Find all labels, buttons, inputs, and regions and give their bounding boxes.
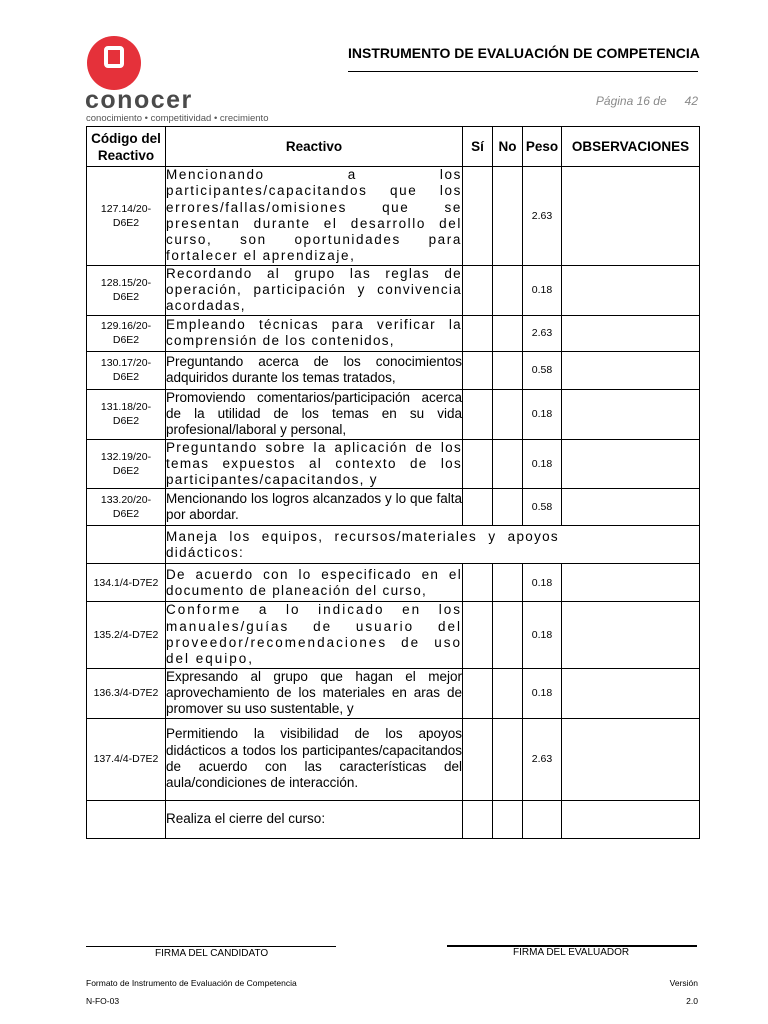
row-peso: 2.63 [523,167,562,266]
candidate-signature-label: FIRMA DEL CANDIDATO [155,948,269,959]
no-cell[interactable] [493,389,523,439]
table-row [87,489,700,526]
no-cell[interactable] [493,265,523,315]
section-code-cell [87,800,166,838]
si-cell[interactable] [463,564,493,602]
table-row [87,564,700,602]
header-reactivo: Reactivo [166,127,463,167]
header-no: No [493,127,523,167]
si-cell[interactable] [463,718,493,800]
si-cell[interactable] [463,389,493,439]
row-peso: 2.63 [523,718,562,800]
table-row [87,718,700,800]
observaciones-cell[interactable] [562,439,700,489]
row-code: 132.19/20-D6E2 [87,439,166,489]
document-title: INSTRUMENTO DE EVALUACIÓN DE COMPETENCIA [348,45,698,72]
no-cell[interactable] [493,489,523,526]
row-reactivo: Permitiendo la visibilidad de los apoyos didácticos a todos los participantes/capacitandos de acuerdo con las características del aula/condiciones de interacción. [166,718,463,800]
no-cell[interactable] [493,351,523,389]
footer-version: 2.0 [686,996,698,1006]
table-row [87,315,700,351]
logo-tagline: conocimiento • competitividad • crecimiento [86,113,269,124]
no-cell[interactable] [493,315,523,351]
row-peso: 0.18 [523,265,562,315]
header-observaciones: OBSERVACIONES [562,127,700,167]
observaciones-cell[interactable] [562,602,700,668]
row-code: 137.4/4-D7E2 [87,718,166,800]
si-cell[interactable] [463,351,493,389]
candidate-signature-line[interactable] [86,946,336,947]
row-code: 130.17/20-D6E2 [87,351,166,389]
si-cell[interactable] [463,315,493,351]
no-cell[interactable] [493,668,523,718]
observaciones-cell[interactable] [562,315,700,351]
row-peso: 0.18 [523,389,562,439]
row-reactivo: Preguntando acerca de los conocimientos adquiridos durante los temas tratados, [166,351,463,389]
section-row [87,800,700,838]
section-code-cell [87,526,166,564]
footer-format-name: Formato de Instrumento de Evaluación de Competencia [86,978,297,988]
row-peso: 0.18 [523,564,562,602]
table-row [87,265,700,315]
row-peso: 0.18 [523,668,562,718]
footer-code: N-FO-03 [86,996,120,1006]
observaciones-cell[interactable] [562,668,700,718]
logo-wordmark: conocer [85,86,193,114]
table-header-row [87,127,700,167]
logo-mark-icon [87,36,141,90]
section-heading: Realiza el cierre del curso: [166,800,463,838]
si-cell[interactable] [463,265,493,315]
conocer-logo [84,36,299,126]
observaciones-cell[interactable] [562,265,700,315]
row-code: 131.18/20-D6E2 [87,389,166,439]
row-code: 134.1/4-D7E2 [87,564,166,602]
section-row [87,526,700,564]
row-reactivo: Recordando al grupo las reglas de operación, participación y convivencia acordadas, [166,265,462,314]
table-row [87,351,700,389]
row-reactivo: Expresando al grupo que hagan el mejor aprovechamiento de los materiales en aras de promover su uso sustentable, y [166,668,462,717]
row-reactivo: De acuerdo con lo especificado en el documento de planeación del curso, [166,564,463,602]
header-code: Código del Reactivo [87,127,166,167]
row-peso: 0.58 [523,351,562,389]
page-indicator [596,94,698,108]
row-reactivo: Mencionando a los participantes/capacitandos que los errores/fallas/omisiones que se presentan durante el desarrollo del curso, son oportunidades para fortalecer el aprendizaje, [166,167,462,264]
si-cell[interactable] [463,489,493,526]
observaciones-cell[interactable] [562,489,700,526]
si-cell[interactable] [463,668,493,718]
observaciones-cell[interactable] [562,800,700,838]
row-peso: 0.58 [523,489,562,526]
row-reactivo: Preguntando sobre la aplicación de los temas expuestos al contexto de los participantes/capacitandos, y [166,439,462,488]
si-cell[interactable] [463,439,493,489]
evaluator-signature-label: FIRMA DEL EVALUADOR [513,947,630,958]
row-reactivo: Conforme a lo indicado en los manuales/guías de usuario del proveedor/recomendaciones de uso del equipo, [166,602,462,667]
observaciones-cell[interactable] [562,351,700,389]
evaluation-table [86,126,700,839]
footer-version-label: Versión [669,978,698,988]
no-cell[interactable] [493,439,523,489]
row-peso: 2.63 [523,315,562,351]
peso-cell [523,800,562,838]
table-row [87,389,700,439]
no-cell[interactable] [493,564,523,602]
row-peso: 0.18 [523,602,562,668]
section-heading: Maneja los equipos, recursos/materiales y apoyos didácticos: [166,526,700,564]
no-cell[interactable] [493,167,523,266]
table-row [87,167,700,266]
table-row [87,668,700,718]
no-cell[interactable] [493,718,523,800]
si-cell[interactable] [463,800,493,838]
observaciones-cell[interactable] [562,389,700,439]
row-code: 136.3/4-D7E2 [87,668,166,718]
table-row [87,439,700,489]
observaciones-cell[interactable] [562,167,700,266]
row-code: 129.16/20-D6E2 [87,315,166,351]
si-cell[interactable] [463,167,493,266]
row-code: 127.14/20-D6E2 [87,167,166,266]
table-row [87,602,700,668]
row-code: 128.15/20-D6E2 [87,265,166,315]
page-label: Página 16 de [595,94,667,108]
si-cell[interactable] [463,602,493,668]
page-total: 42 [684,94,698,108]
row-reactivo: Empleando técnicas para verificar la comprensión de los contenidos, [166,315,463,351]
header-peso: Peso [523,127,562,167]
no-cell[interactable] [493,602,523,668]
row-reactivo: Promoviendo comentarios/participación acerca de la utilidad de los temas en su vida profesional/laboral y personal, [166,389,462,438]
row-reactivo: Mencionando los logros alcanzados y lo que falta por abordar. [166,489,463,526]
row-code: 135.2/4-D7E2 [87,602,166,668]
observaciones-cell[interactable] [562,564,700,602]
row-peso: 0.18 [523,439,562,489]
header-si: Sí [463,127,493,167]
no-cell[interactable] [493,800,523,838]
row-code: 133.20/20-D6E2 [87,489,166,526]
observaciones-cell[interactable] [562,718,700,800]
